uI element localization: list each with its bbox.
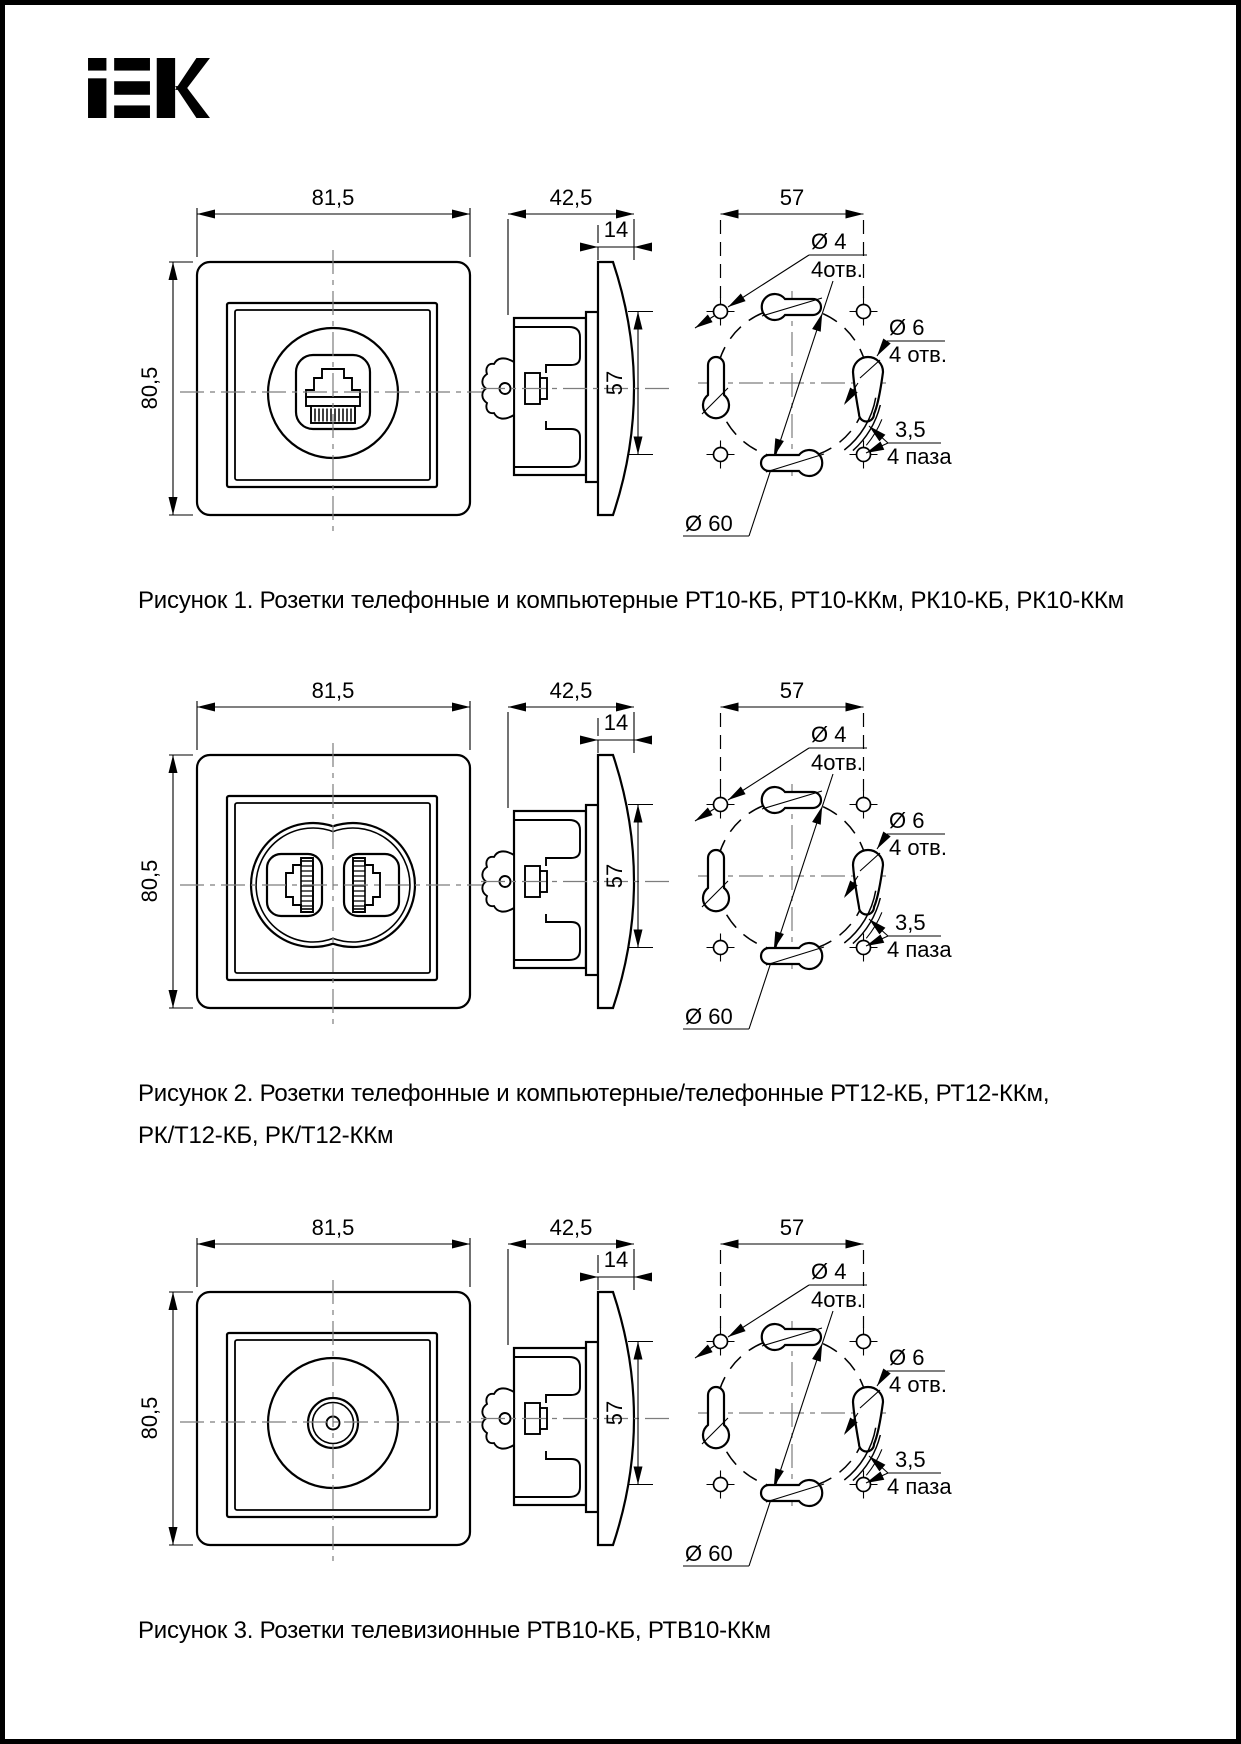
- keyhole-slot-bottom: [761, 1480, 822, 1506]
- slot-count-label: 4 паза: [887, 937, 952, 962]
- hole-small-count-label: 4отв.: [811, 1287, 863, 1312]
- slot-width-label: 3,5: [895, 910, 926, 935]
- dim-plate-depth: [580, 1247, 652, 1290]
- figure-caption-line1: Рисунок 1. Розетки телефонные и компьютерные РТ10-КБ, РТ10-ККм, РК10-КБ, РК10-ККм: [138, 587, 1124, 614]
- dim-height-label: 80,5: [137, 1396, 162, 1440]
- screw-hole: [714, 448, 728, 462]
- dim-plate-depth-label: 14: [603, 1247, 629, 1272]
- hole-small-d-label: Ø 4: [811, 1259, 847, 1284]
- screw-hole: [714, 1478, 728, 1492]
- dim-width-label: 81,5: [311, 185, 355, 210]
- hole-small-d-label: Ø 4: [811, 229, 847, 254]
- dim-height-label: 80,5: [137, 859, 162, 903]
- hole-small-count-label: 4отв.: [811, 257, 863, 282]
- dim-plate-depth-label: 14: [603, 217, 629, 242]
- dim-width-label: 81,5: [311, 1215, 355, 1240]
- hole-small-d-label: Ø 4: [811, 722, 847, 747]
- label-circle-d: [683, 1541, 749, 1566]
- dim-mount-h-label: 57: [779, 1215, 805, 1240]
- dim-mount-v-label: 57: [602, 863, 627, 889]
- circle-d-label: Ø 60: [685, 1541, 733, 1566]
- screw-hole: [714, 941, 728, 955]
- side-view: [481, 185, 670, 515]
- front-view: [137, 185, 487, 533]
- dim-height: [137, 755, 193, 1008]
- dim-width: [197, 185, 470, 257]
- dim-mount-v-label: 57: [602, 370, 627, 396]
- screw-hole: [714, 305, 728, 319]
- circle-d-label: Ø 60: [685, 1004, 733, 1029]
- label-circle-d: [683, 1004, 749, 1029]
- hole-big-count-label: 4 отв.: [889, 835, 947, 860]
- dim-mount-h-label: 57: [779, 678, 805, 703]
- screw-hole: [714, 1335, 728, 1349]
- slot-width-label: 3,5: [895, 1447, 926, 1472]
- screw-hole: [857, 1335, 871, 1349]
- technical-drawing: [125, 165, 1145, 543]
- figure-row: [125, 658, 1146, 1149]
- iek-logo-icon: [88, 58, 210, 118]
- dim-width: [197, 1215, 470, 1287]
- front-view: [137, 678, 487, 1026]
- technical-drawing: [125, 1195, 1145, 1573]
- front-view: [137, 1215, 487, 1563]
- dim-width: [197, 678, 470, 750]
- screw-hole: [857, 941, 871, 955]
- figure-row: [125, 165, 1146, 645]
- hole-big-d-label: Ø 6: [889, 1345, 925, 1370]
- side-view: [481, 678, 670, 1008]
- slot-count-label: 4 паза: [887, 1474, 952, 1499]
- dim-height: [137, 262, 193, 515]
- slot-count-label: 4 паза: [887, 444, 952, 469]
- dim-height-label: 80,5: [137, 366, 162, 410]
- hole-big-count-label: 4 отв.: [889, 1372, 947, 1397]
- dim-mount-h-label: 57: [779, 185, 805, 210]
- slot-width-label: 3,5: [895, 417, 926, 442]
- figure-caption-line1: Рисунок 3. Розетки телевизионные РТВ10-КБ, РТВ10-ККм: [138, 1617, 771, 1644]
- dim-height: [137, 1292, 193, 1545]
- figure-row: [125, 1195, 1146, 1675]
- hole-big-d-label: Ø 6: [889, 315, 925, 340]
- hole-small-count-label: 4отв.: [811, 750, 863, 775]
- figure-caption-line1: Рисунок 2. Розетки телефонные и компьютерные/телефонные РТ12-КБ, РТ12-ККм,: [138, 1080, 1050, 1107]
- label-circle-d: [683, 511, 749, 536]
- dim-depth-label: 42,5: [549, 1215, 593, 1240]
- dim-depth-label: 42,5: [549, 678, 593, 703]
- figure-caption: [138, 1610, 1138, 1652]
- hole-big-count-label: 4 отв.: [889, 342, 947, 367]
- screw-hole: [857, 1478, 871, 1492]
- mounting-pattern: [602, 185, 952, 536]
- dim-depth-label: 42,5: [549, 185, 593, 210]
- iek-logo: [88, 58, 210, 118]
- screw-hole: [857, 798, 871, 812]
- dim-plate-depth: [580, 710, 652, 753]
- figure-caption: [138, 1073, 1138, 1157]
- screw-hole: [714, 798, 728, 812]
- screw-hole: [857, 305, 871, 319]
- dim-width-label: 81,5: [311, 678, 355, 703]
- dim-plate-depth-label: 14: [603, 710, 629, 735]
- hole-big-d-label: Ø 6: [889, 808, 925, 833]
- dim-plate-depth: [580, 217, 652, 260]
- mounting-pattern: [602, 678, 952, 1029]
- side-view: [481, 1215, 670, 1545]
- technical-drawing: [125, 658, 1145, 1036]
- figure-caption-line2: РК/Т12-КБ, РК/Т12-ККм: [138, 1122, 394, 1149]
- circle-d-label: Ø 60: [685, 511, 733, 536]
- dim-mount-v-label: 57: [602, 1400, 627, 1426]
- keyhole-slot-bottom: [761, 943, 822, 969]
- screw-hole: [857, 448, 871, 462]
- figure-caption: [138, 580, 1138, 622]
- mounting-pattern: [602, 1215, 952, 1566]
